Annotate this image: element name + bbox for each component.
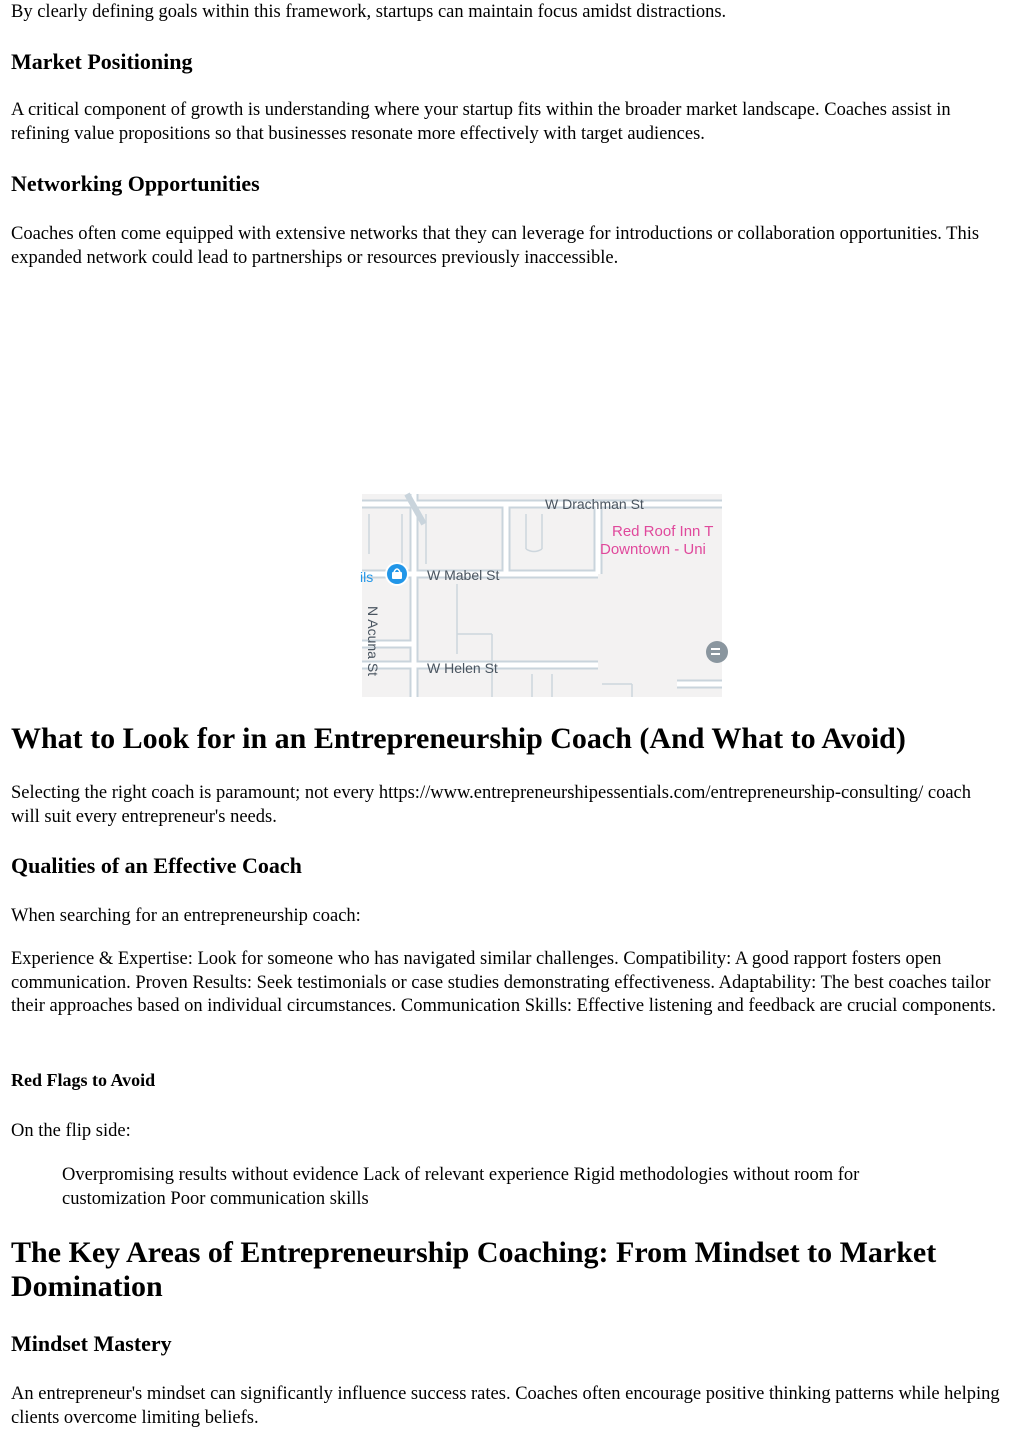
market-positioning-paragraph: A critical component of growth is understanding where your startup fits within the broader market landscape. Coaches assist in refining value propositions so that businesses resonate more effectively with target audiences. <box>11 100 951 144</box>
label-w-mabel-st: W Mabel St <box>427 567 500 583</box>
red-flags-heading: Red Flags to Avoid <box>11 1070 156 1090</box>
label-w-drachman-st: W Drachman St <box>545 496 644 512</box>
what-to-look-paragraph: Selecting the right coach is paramount; not every https://www.entrepreneurshipessentials.com/entrepreneurship-consulting/ coach will suit every entrepreneur's needs. <box>11 783 972 827</box>
red-flags-list: Overpromising results without evidence Lack of relevant experience Rigid methodologies without room for customization Poor communication skills <box>62 1165 860 1209</box>
qualities-paragraph: Experience & Expertise: Look for someone who has navigated similar challenges. Compatibility: A good rapport fosters open communication. Proven Results: Seek testimonials or case studies demonstrating effectiveness. Adaptability: The best coaches tailor their approaches based on individual circumstances. Communication Skills: Effective listening and feedback are crucial components. <box>11 949 996 1016</box>
what-to-look-heading: What to Look for in an Entrepreneurship Coach (And What to Avoid) <box>11 722 906 755</box>
poi-label-line1: Red Roof Inn T <box>612 523 714 540</box>
shopping-bag-icon <box>385 562 409 586</box>
label-n-acuna-st: N Acuna St <box>365 606 381 677</box>
mindset-heading: Mindset Mastery <box>11 1331 172 1356</box>
red-flags-intro: On the flip side: <box>11 1121 131 1141</box>
qualities-intro: When searching for an entrepreneurship coach: <box>11 906 361 926</box>
networking-heading: Networking Opportunities <box>11 171 260 196</box>
poi-label-line2: Downtown - Uni <box>600 541 706 558</box>
market-positioning-heading: Market Positioning <box>11 49 193 74</box>
transit-icon <box>706 641 728 663</box>
label-w-helen-st: W Helen St <box>427 660 498 676</box>
intro-paragraph: By clearly defining goals within this framework, startups can maintain focus amidst distractions. <box>11 2 727 22</box>
key-areas-heading: The Key Areas of Entrepreneurship Coaching: From Mindset to Market Domination <box>11 1236 937 1303</box>
mindset-paragraph: An entrepreneur's mindset can significantly influence success rates. Coaches often encourage positive thinking patterns while helping clients overcome limiting beliefs. <box>11 1384 1000 1428</box>
qualities-heading: Qualities of an Effective Coach <box>11 853 302 878</box>
label-left-fragment: ils <box>360 569 374 585</box>
networking-paragraph: Coaches often come equipped with extensive networks that they can leverage for introductions or collaboration opportunities. This expanded network could lead to partnerships or resources previously inaccessible. <box>11 224 980 268</box>
map-image <box>362 494 722 697</box>
